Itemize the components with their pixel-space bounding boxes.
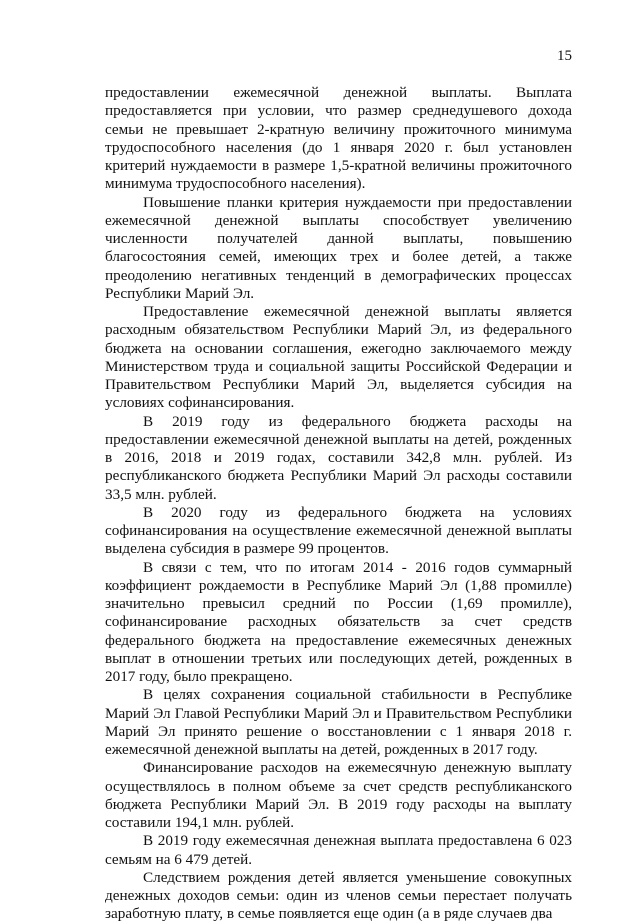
- paragraph: Повышение планки критерия нуждаемости при предоставлении ежемесячной денежной выплаты способствует увеличению численности получателей данной выплаты, повышению благосостояния семей, имеющих трех и более детей, а также преодолению негативных тенденций в демографических процессах Республики Марий Эл.: [105, 193, 572, 302]
- paragraph: В 2019 году ежемесячная денежная выплата предоставлена 6 023 семьям на 6 479 детей.: [105, 832, 572, 868]
- document-body: [105, 84, 572, 924]
- paragraph: предоставлении ежемесячной денежной выплаты. Выплата предоставляется при условии, что размер среднедушевого дохода семьи не превышает 2-кратную величину прожиточного минимума трудоспособного населения (до 1 января 2020 г. был установлен критерий нуждаемости в размере 1,5-кратной величины прожиточного минимума трудоспособного населения).: [105, 84, 572, 193]
- paragraph: Следствием рождения детей является уменьшение совокупных денежных доходов семьи: один из членов семьи перестает получать заработную плату, в семье появляется еще один (а в ряде случаев два: [105, 868, 572, 923]
- paragraph: В 2019 году из федерального бюджета расходы на предоставлении ежемесячной денежной выплаты на детей, рожденных в 2016, 2018 и 2019 годах, составили 342,8 млн. рублей. Из республиканского бюджета Республики Марий Эл расходы составили 33,5 млн. рублей.: [105, 412, 572, 503]
- paragraph: Финансирование расходов на ежемесячную денежную выплату осуществлялось в полном объеме за счет средств республиканского бюджета Республики Марий Эл. В 2019 году расходы на выплату составили 194,1 млн. рублей.: [105, 759, 572, 831]
- paragraph: В 2020 году из федерального бюджета на условиях софинансирования на осуществление ежемесячной денежной выплаты выделена субсидия в размере 99 процентов.: [105, 503, 572, 558]
- paragraph: Предоставление ежемесячной денежной выплаты является расходным обязательством Республики Марий Эл, из федерального бюджета на основании соглашения, ежегодно заключаемого между Министерством труда и социальной защиты Российской Федерации и Правительством Республики Марий Эл, выделяется субсидия на условиях софинансирования.: [105, 303, 572, 412]
- paragraph: В связи с тем, что по итогам 2014 - 2016 годов суммарный коэффициент рождаемости в Республике Марий Эл (1,88 промилле) значительно превысил средний по России (1,69 промилле), софинансирование расходных обязательств за счет средств федерального бюджета на предоставление ежемесячных денежных выплат в отношении третьих или последующих детей, рожденных в 2017 году, было прекращено.: [105, 558, 572, 685]
- page-number: 15: [557, 48, 572, 64]
- paragraph: В целях сохранения социальной стабильности в Республике Марий Эл Главой Республики Марий Эл и Правительством Республики Марий Эл принято решение о восстановлении с 1 января 2018 г. ежемесячной денежной выплаты на детей, рожденных в 2017 году.: [105, 686, 572, 758]
